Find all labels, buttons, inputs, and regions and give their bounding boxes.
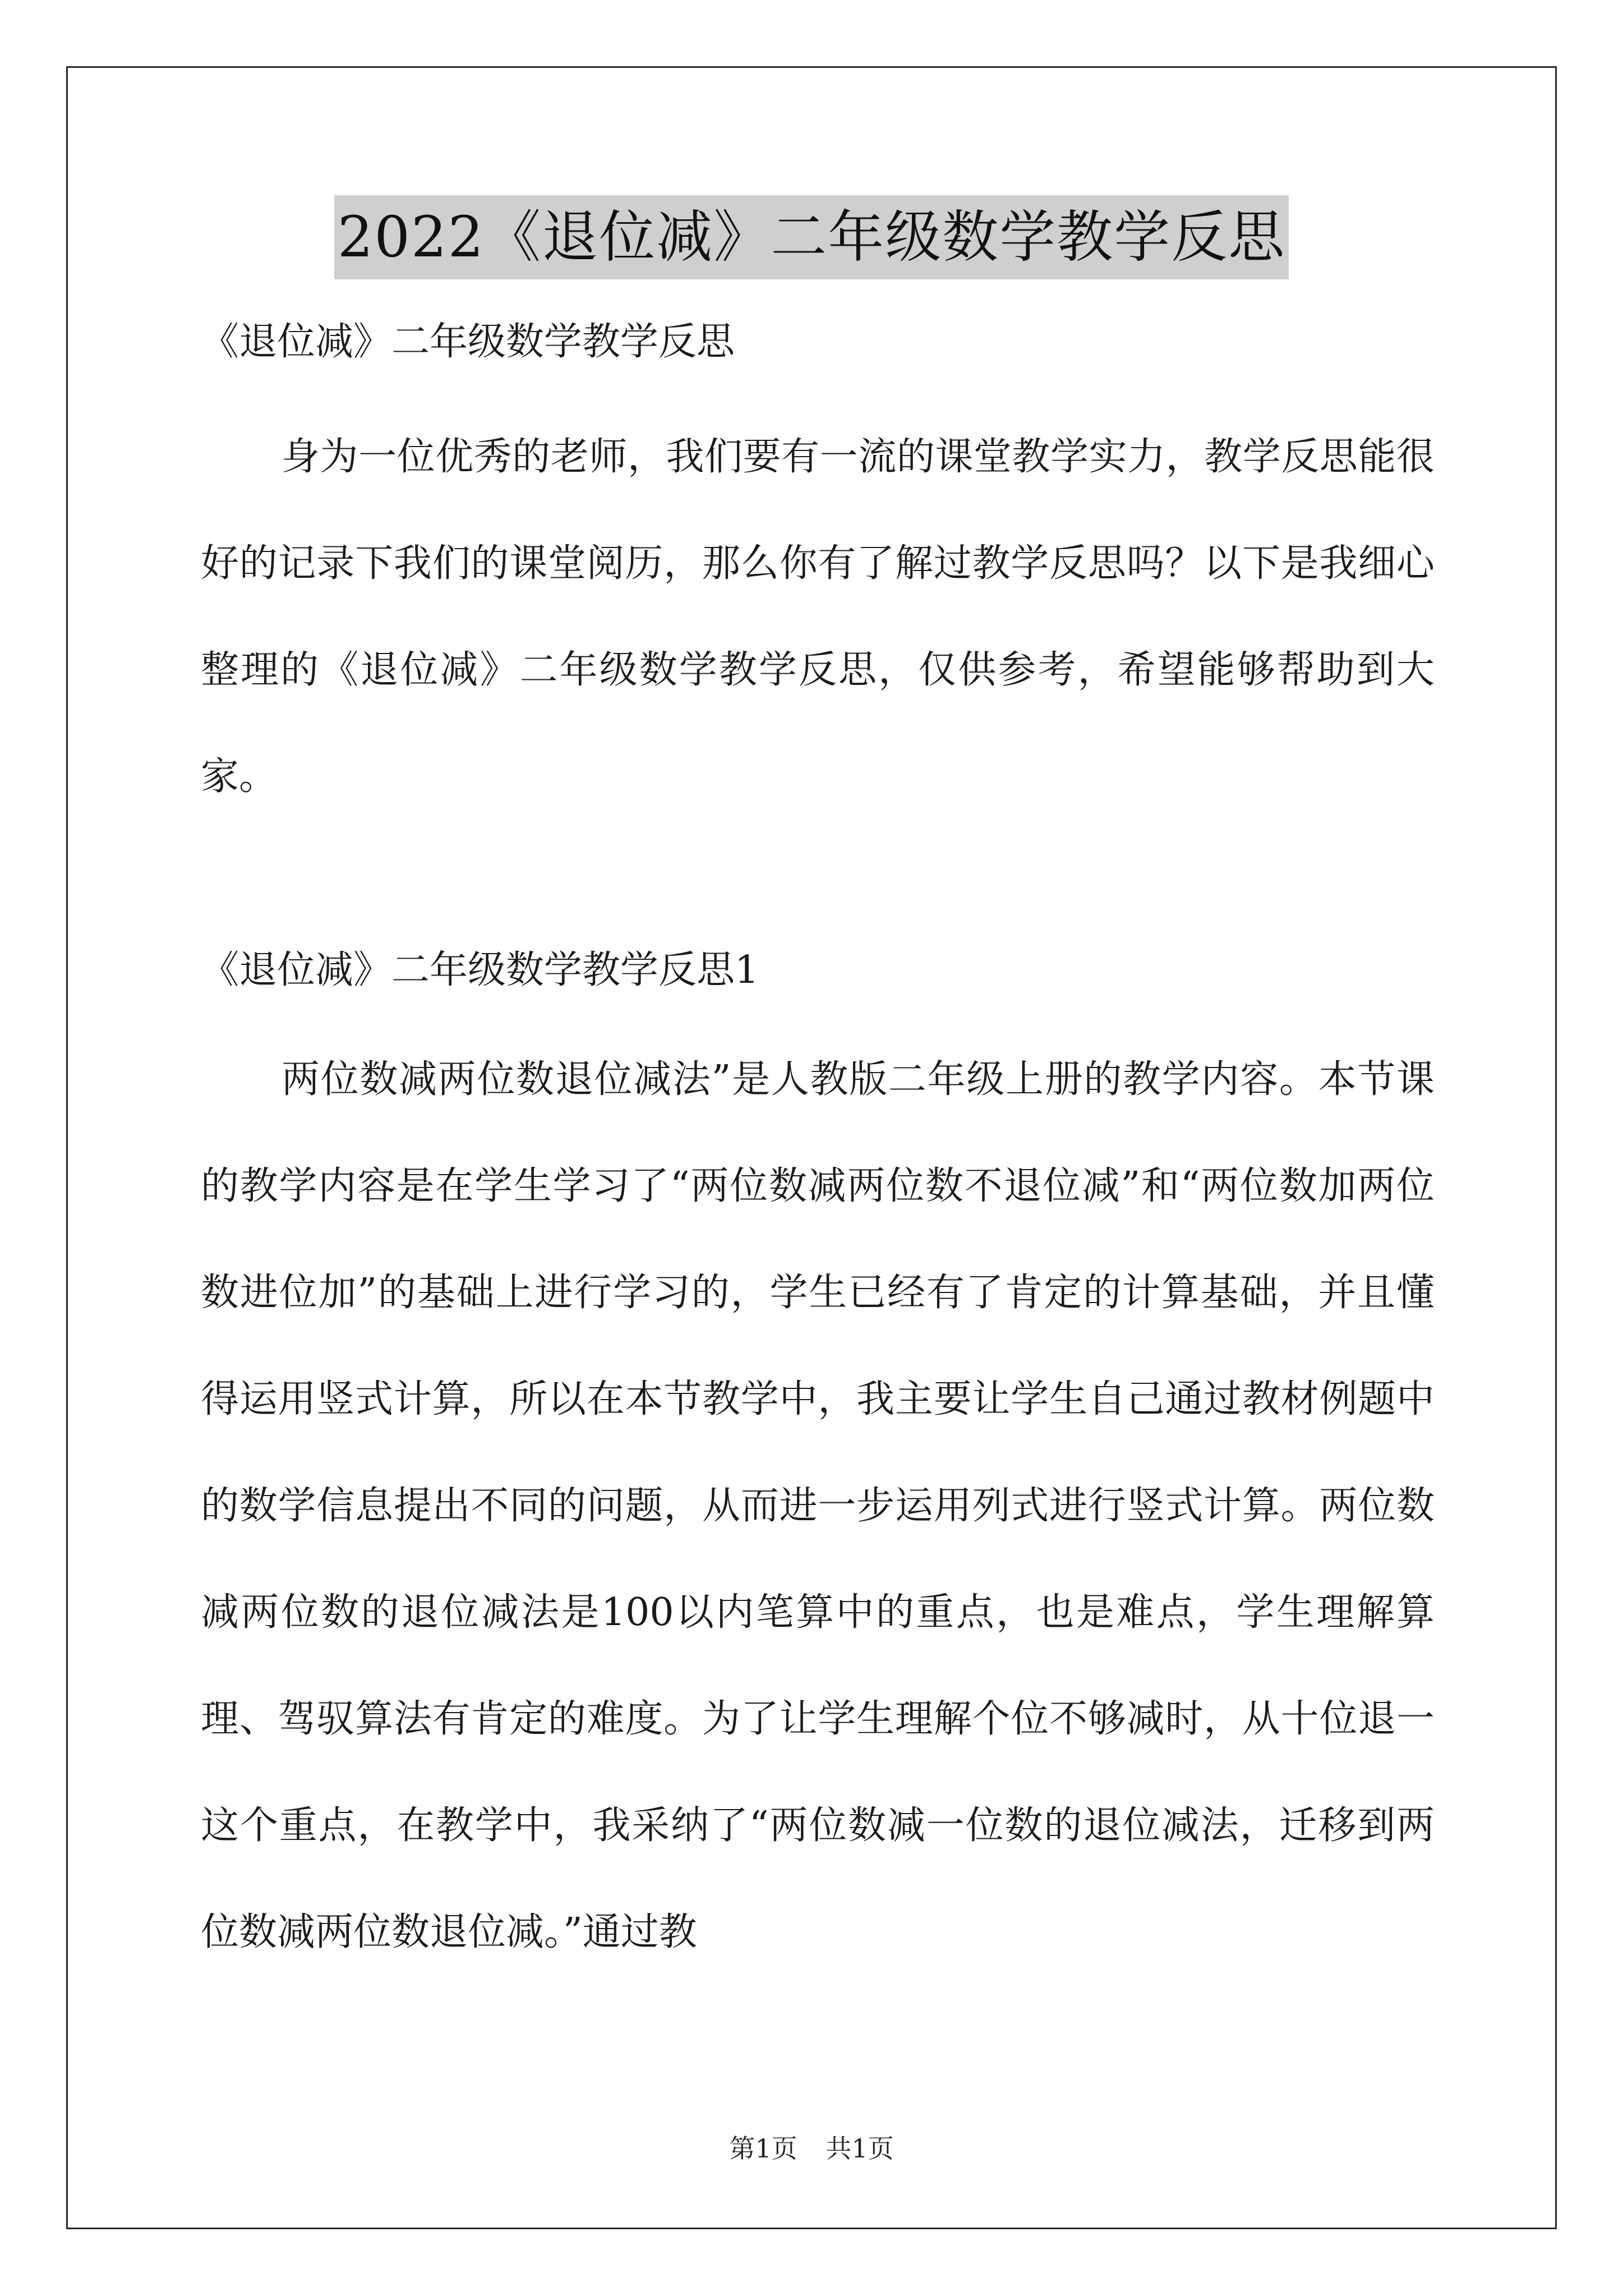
- page-footer: [0, 2132, 1623, 2165]
- document-title: 2022《退位减》二年级数学教学反思: [334, 195, 1289, 279]
- document-body: [201, 314, 1435, 1986]
- body-paragraph-1: 两位数减两位数退位减法”是人教版二年级上册的教学内容。本节课的教学内容是在学生学习了“两位数减两位数不退位减”和“两位数加两位数进位加”的基础上进行学习的，学生已经有了肯定的计算基础，并且懂得运用竖式计算，所以在本节教学中，我主要让学生自己通过教材例题中的数学信息提出不同的问题，从而进一步运用列式进行竖式计算。两位数减两位数的退位减法是100以内笔算中的重点，也是难点，学生理解算理、驾驭算法有肯定的难度。为了让学生理解个位不够减时，从十位退一这个重点，在教学中，我采纳了“两位数减一位数的退位减法，迁移到两位数减两位数退位减。”通过教: [201, 1057, 1435, 1954]
- title-container: [0, 195, 1623, 279]
- page-number-current: 第1页: [729, 2133, 797, 2164]
- page-number-total: 共1页: [826, 2133, 894, 2164]
- subheading-2: 《退位减》二年级数学教学反思1: [201, 948, 759, 992]
- intro-paragraph: 身为一位优秀的老师，我们要有一流的课堂教学实力，教学反思能很好的记录下我们的课堂阅历，那么你有了解过教学反思吗？以下是我细心整理的《退位减》二年级数学教学反思，仅供参考，希望能够帮助到大家。: [201, 435, 1435, 799]
- subheading-1: 《退位减》二年级数学教学反思: [201, 320, 735, 364]
